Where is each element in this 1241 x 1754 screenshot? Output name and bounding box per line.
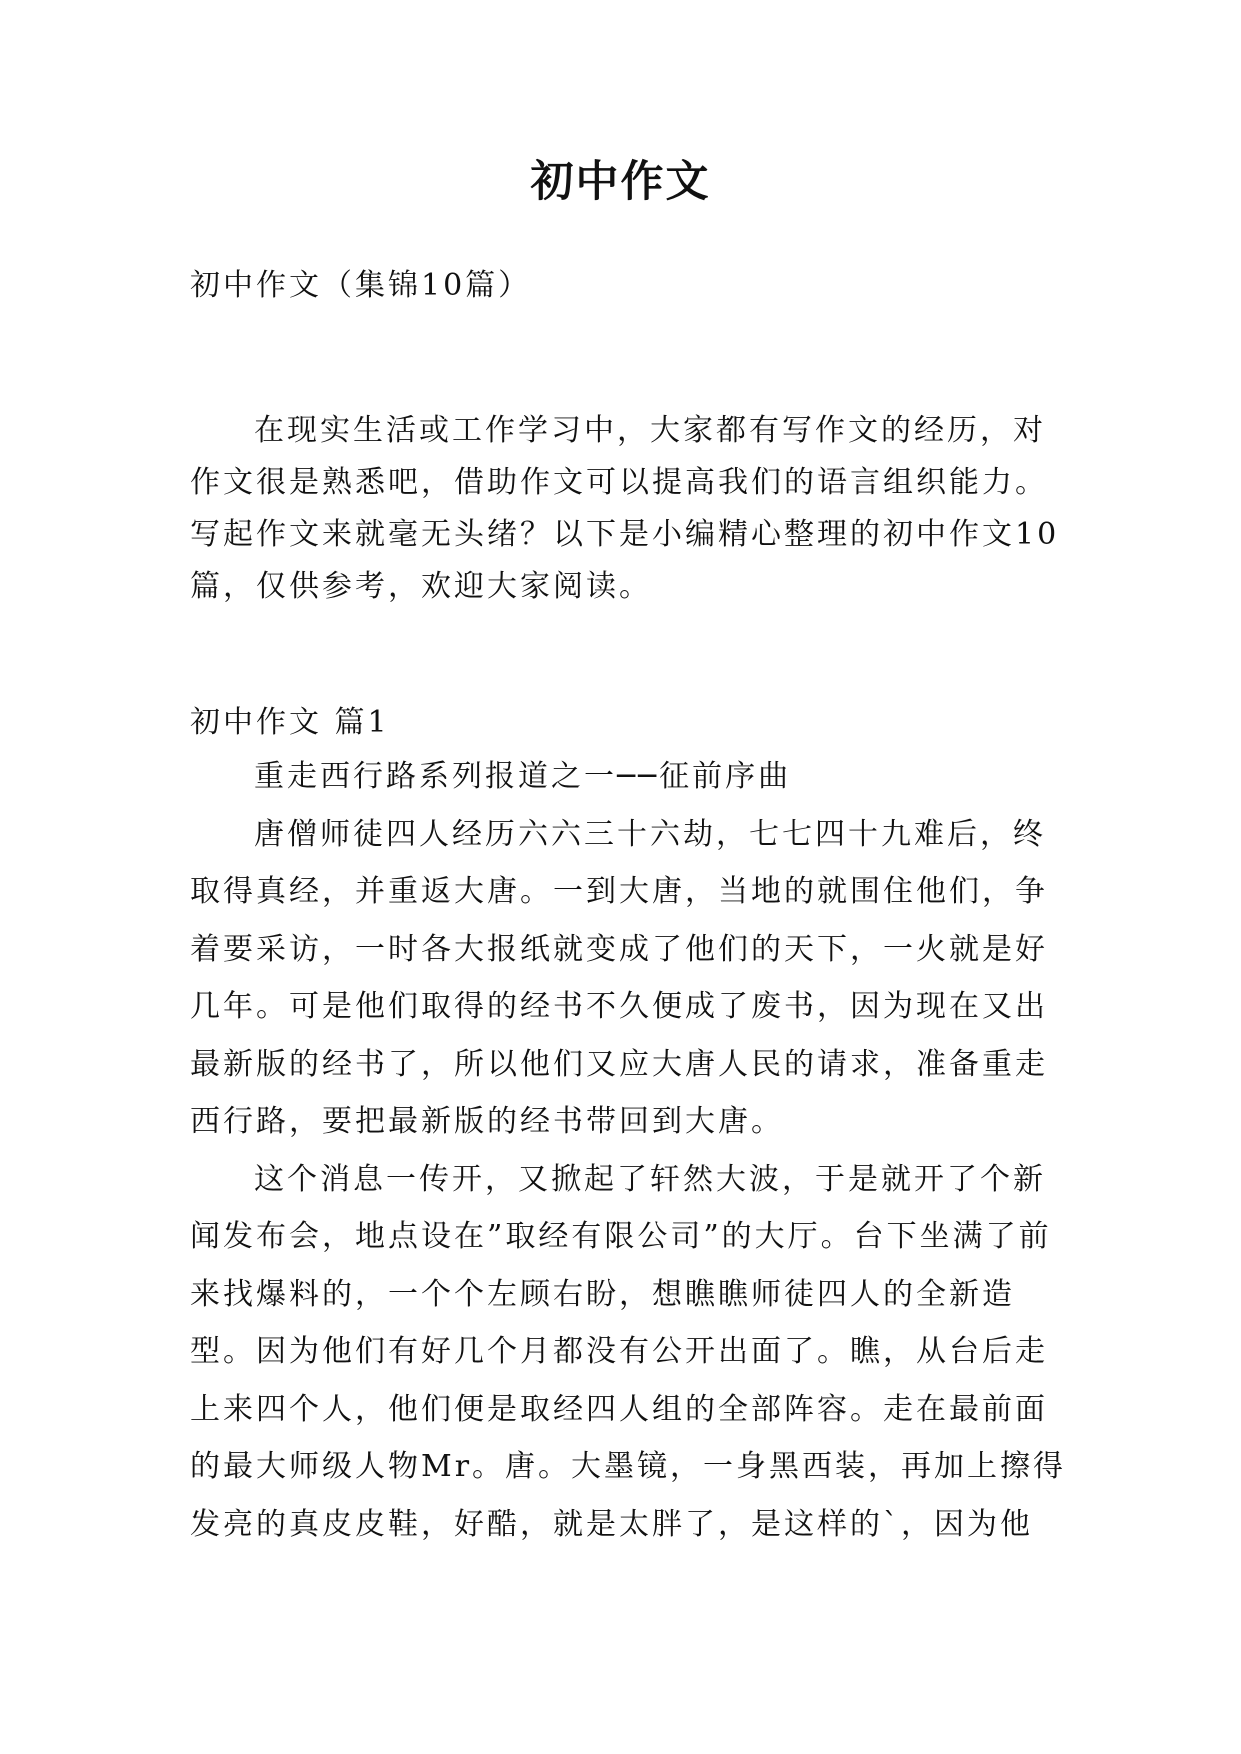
intro-paragraph: 在现实生活或工作学习中，大家都有写作文的经历，对作文很是熟悉吧，借助作文可以提高我们的语言组织能力。写起作文来就毫无头绪？以下是小编精心整理的初中作文10篇，仅供参考，欢迎大家阅读。 <box>190 413 1060 604</box>
article-paragraph: 唐僧师徒四人经历六六三十六劫，七七四十九难后，终取得真经，并重返大唐。一到大唐，当地的就围住他们，争着要采访，一时各大报纸就变成了他们的天下，一火就是好几年。可是他们取得的经书不久便成了废书，因为现在又出最新版的经书了，所以他们又应大唐人民的请求，准备重走西行路，要把最新版的经书带回到大唐。 <box>190 816 1048 1139</box>
article-body <box>190 748 1070 1553</box>
article-title: 重走西行路系列报道之一──征前序曲 <box>254 759 792 794</box>
document-title: 初中作文 <box>530 157 711 207</box>
section-heading: 初中作文 篇1 <box>190 705 390 740</box>
document-subtitle: 初中作文（集锦10篇） <box>190 268 532 303</box>
article-paragraph: 这个消息一传开，又掀起了轩然大波，于是就开了个新闻发布会，地点设在”取经有限公司”的大厅。台下坐满了前来找爆料的，一个个左顾右盼，想瞧瞧师徒四人的全新造型。因为他们有好几个月都没有公开出面了。瞧，从台后走上来四个人，他们便是取经四人组的全部阵容。走在最前面的最大师级人物Mr。唐。大墨镜，一身黑西装，再加上擦得发亮的真皮皮鞋，好酷，就是太胖了，是这样的`，因为他 <box>190 1161 1067 1542</box>
